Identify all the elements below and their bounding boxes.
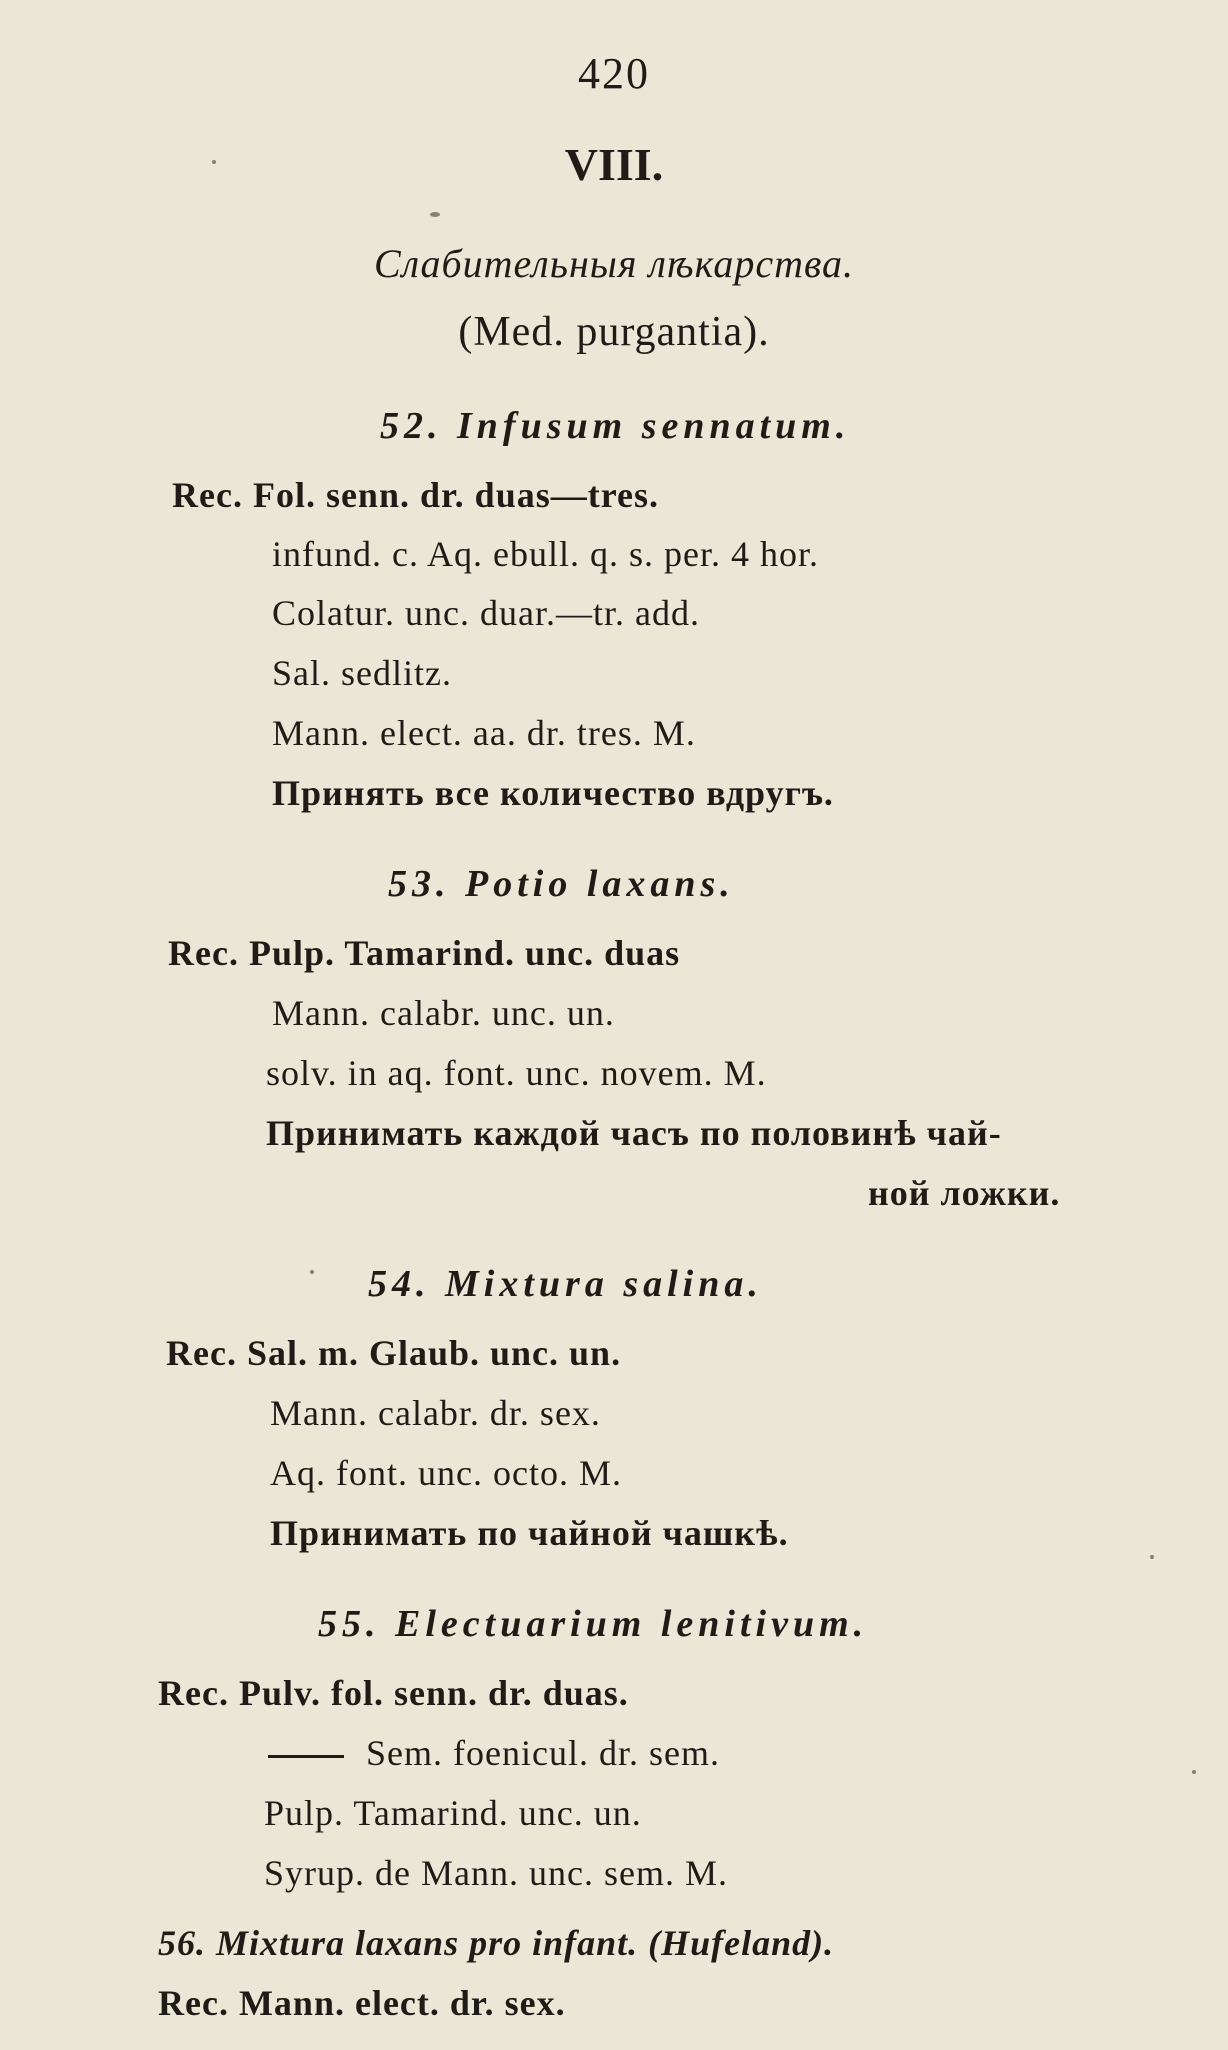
recipe-instruction: Принимать каждой часъ по половинѣ чай-	[266, 1113, 1002, 1153]
section-title: Слабительныя лѣкарства.	[373, 241, 855, 286]
recipe-line: infund. c. Aq. ebull. q. s. per. 4 hor.	[272, 534, 819, 574]
paper-speck	[430, 212, 440, 217]
paper-speck	[310, 1270, 314, 1274]
recipe-instruction: Принять все количество вдругъ.	[272, 773, 834, 813]
recipe-line: Syrup. de Mann. unc. sem. M.	[264, 1853, 728, 1893]
paper-speck	[212, 160, 216, 164]
recipe-line-ditto	[268, 1732, 720, 1774]
recipe-line-text: Sem. foenicul. dr. sem.	[366, 1733, 720, 1773]
recipe-heading: 53. Potio laxans.	[388, 863, 735, 905]
recipe-heading: 55. Electuarium lenitivum.	[318, 1603, 869, 1645]
recipe-line: Rec. Pulp. Tamarind. unc. duas	[168, 933, 681, 973]
recipe-heading: 56. Mixtura laxans pro infant. (Hufeland).	[158, 1923, 835, 1963]
recipe-line: Rec. Mann. elect. dr. sex.	[158, 1983, 566, 2023]
recipe-line: Mann. calabr. dr. sex.	[270, 1393, 601, 1433]
recipe-instruction-continued: ной ложки.	[868, 1173, 1061, 1213]
recipe-heading: 54. Mixtura salina.	[368, 1263, 763, 1305]
recipe-line: Pulp. Tamarind. unc. un.	[264, 1793, 642, 1833]
recipe-line: solv. in aq. font. unc. novem. M.	[266, 1053, 767, 1093]
recipe-line: Rec. Sal. m. Glaub. unc. un.	[166, 1333, 622, 1373]
page-number: 420	[578, 49, 650, 98]
paper-speck	[1192, 1770, 1196, 1774]
recipe-line: Mann. elect. aa. dr. tres. M.	[272, 713, 696, 753]
recipe-line: Mann. calabr. unc. un.	[272, 993, 615, 1033]
ditto-dash	[268, 1755, 344, 1758]
recipe-line: Rec. Pulv. fol. senn. dr. duas.	[158, 1673, 629, 1713]
recipe-heading: 52. Infusum sennatum.	[380, 405, 851, 447]
section-numeral: VIII.	[564, 139, 664, 190]
section-subtitle: (Med. purgantia).	[458, 309, 770, 355]
recipe-line: Sal. sedlitz.	[272, 653, 452, 693]
recipe-line: Rec. Fol. senn. dr. duas—tres.	[172, 475, 660, 515]
recipe-line: Colatur. unc. duar.—tr. add.	[272, 593, 700, 633]
paper-speck	[1150, 1555, 1154, 1559]
recipe-instruction: Принимать по чайной чашкѣ.	[270, 1513, 789, 1553]
recipe-line: Aq. font. unc. octo. M.	[270, 1453, 622, 1493]
